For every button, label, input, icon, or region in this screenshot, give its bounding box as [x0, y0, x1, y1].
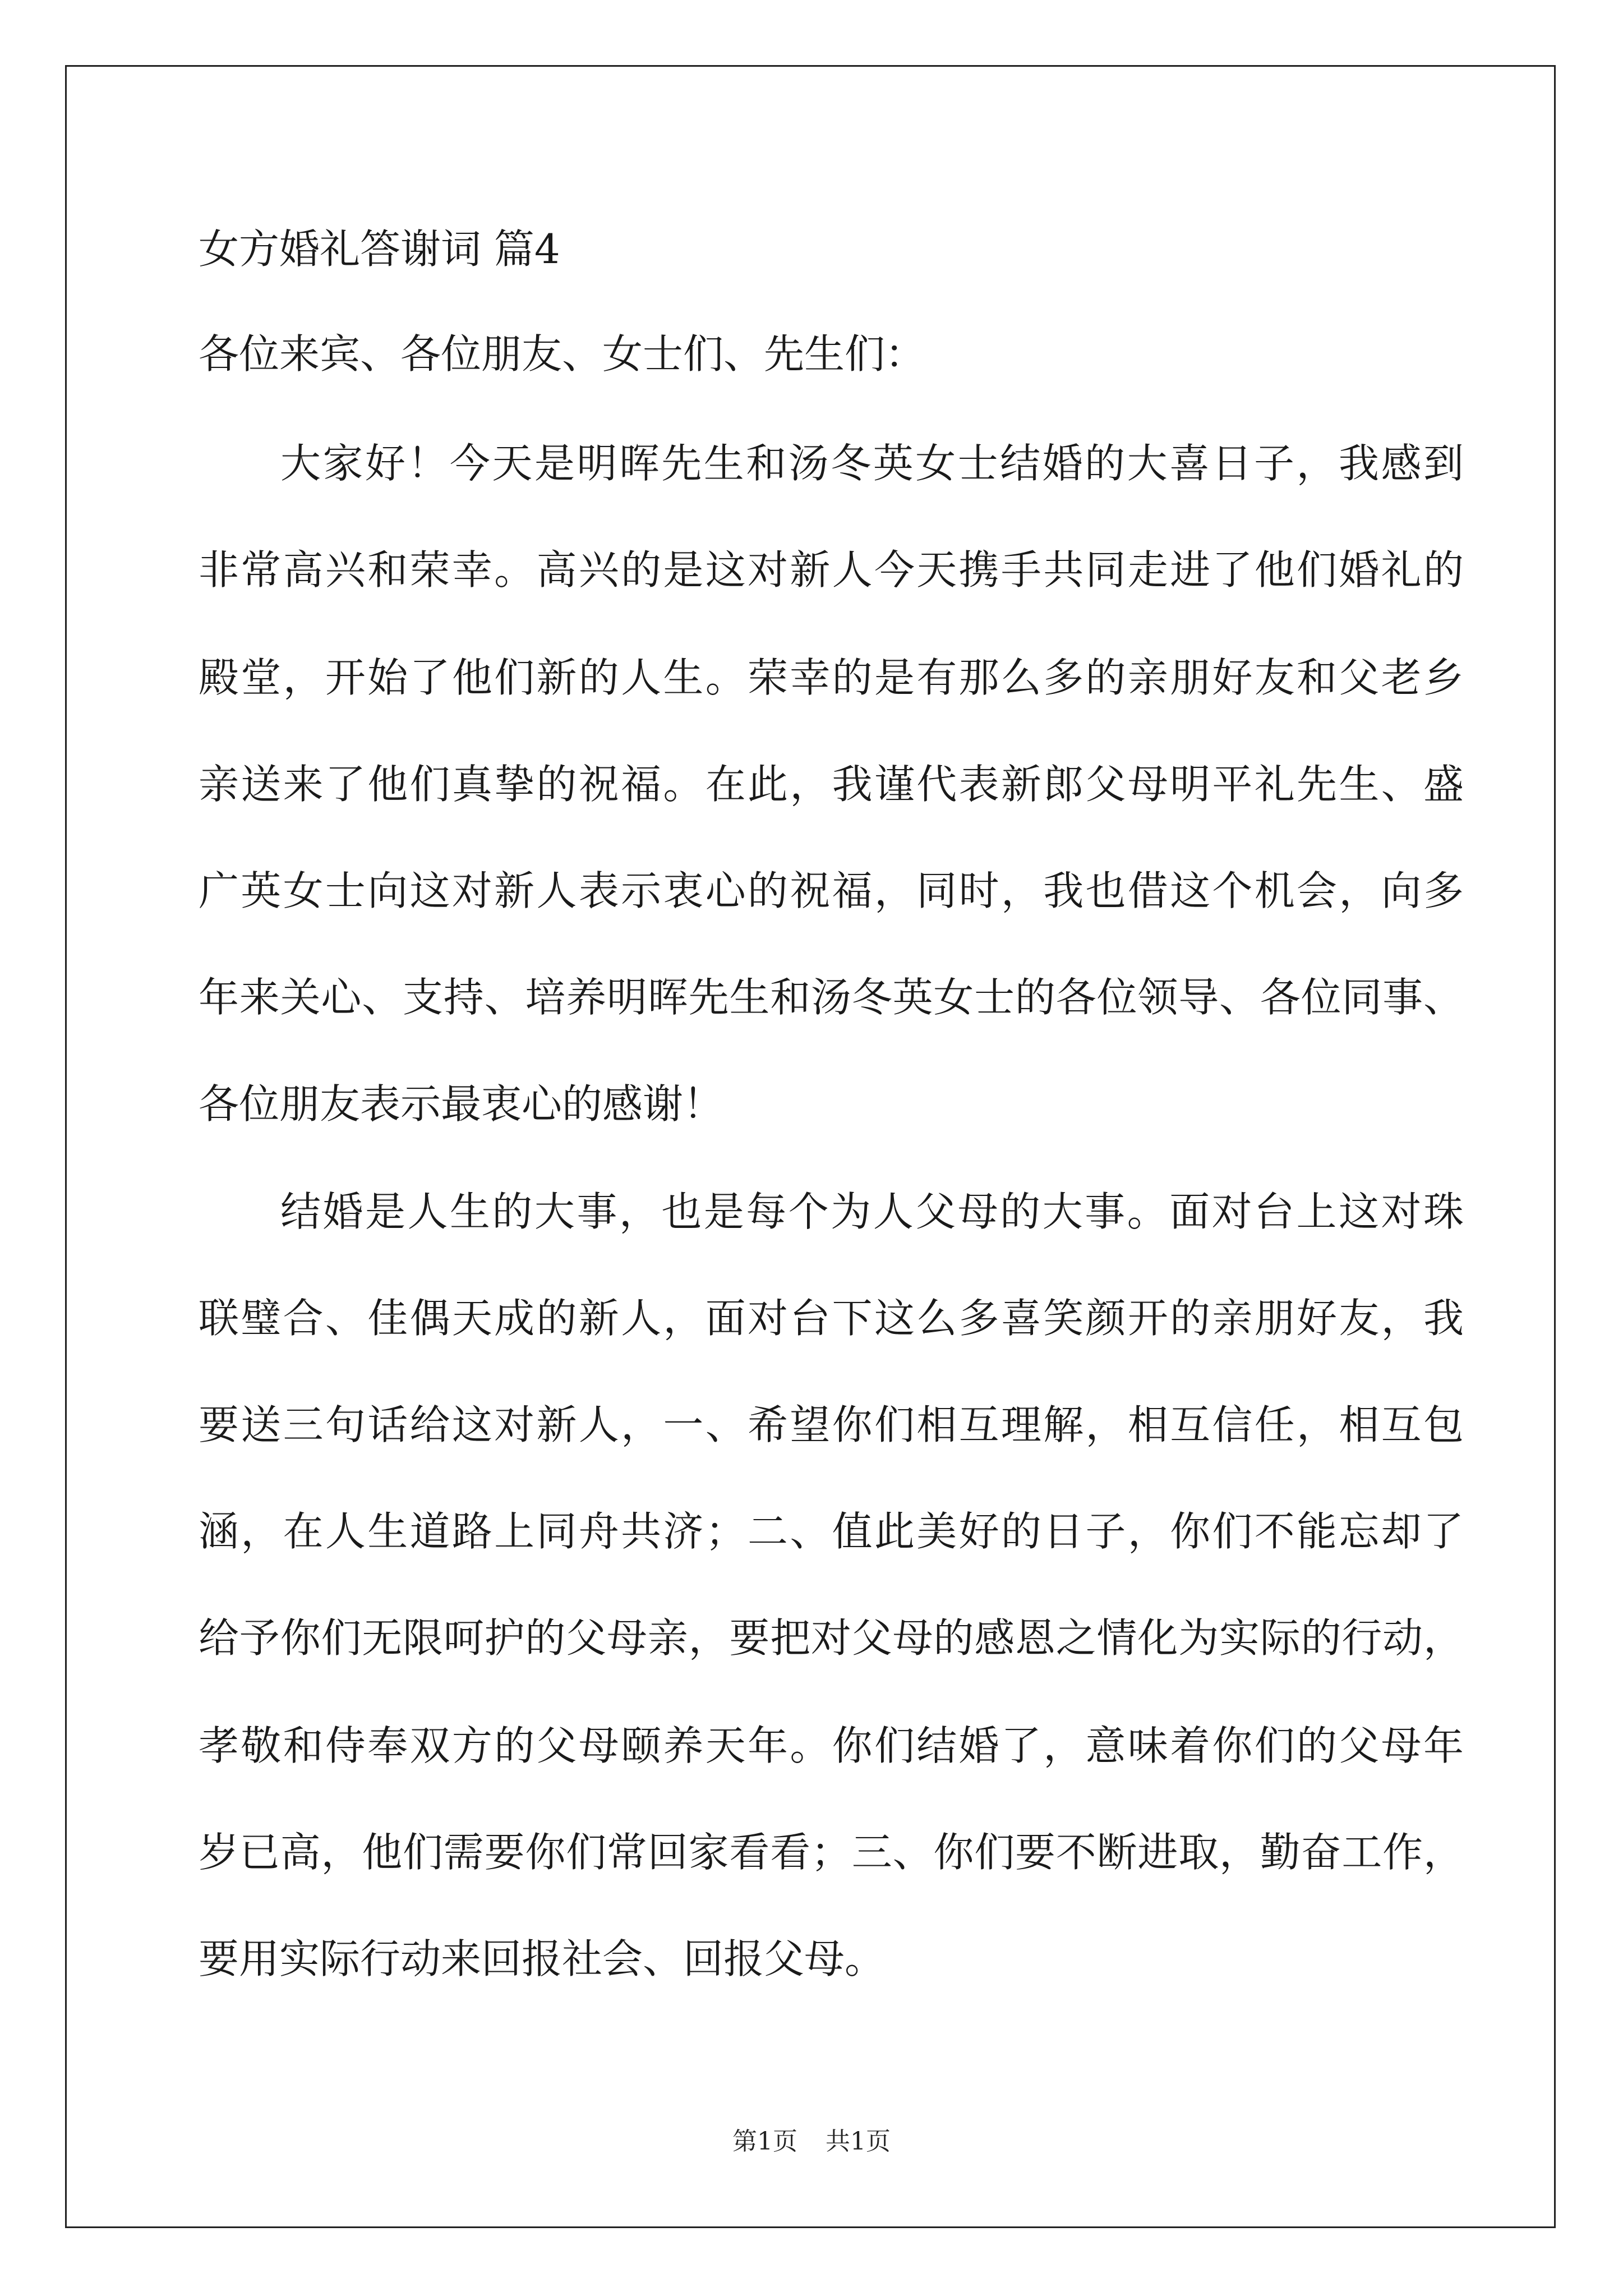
paragraph-1-line: 殿堂，开始了他们新的人生。荣幸的是有那么多的亲朋好友和父老乡 — [199, 654, 1464, 701]
page-footer — [0, 2129, 1623, 2154]
paragraph-1-line: 广英女士向这对新人表示衷心的祝福，同时，我也借这个机会，向多 — [199, 867, 1464, 914]
page-number-current: 第1页 — [732, 2127, 797, 2156]
paragraph-2-line: 结婚是人生的大事，也是每个为人父母的大事。面对台上这对珠 — [280, 1188, 1464, 1235]
paragraph-2-line: 联璧合、佳偶天成的新人，面对台下这么多喜笑颜开的亲朋好友，我 — [199, 1295, 1464, 1342]
paragraph-1-line: 非常高兴和荣幸。高兴的是这对新人今天携手共同走进了他们婚礼的 — [199, 546, 1464, 593]
salutation: 各位来宾、各位朋友、女士们、先生们： — [199, 330, 926, 378]
paragraph-2-line: 孝敬和侍奉双方的父母颐养天年。你们结婚了，意味着你们的父母年 — [199, 1722, 1464, 1769]
page-number-total: 共1页 — [826, 2127, 891, 2156]
document-title: 女方婚礼答谢词 篇4 — [199, 226, 560, 273]
page-border — [65, 65, 1556, 2228]
paragraph-2-line: 要用实际行动来回报社会、回报父母。 — [199, 1935, 886, 1982]
paragraph-1-line: 大家好！今天是明晖先生和汤冬英女士结婚的大喜日子，我感到 — [280, 440, 1464, 487]
paragraph-1-line: 年来关心、支持、培养明晖先生和汤冬英女士的各位领导、各位同事、 — [199, 974, 1464, 1021]
paragraph-2-line: 岁已高，他们需要你们常回家看看；三、你们要不断进取，勤奋工作， — [199, 1829, 1464, 1876]
paragraph-1-line: 亲送来了他们真挚的祝福。在此，我谨代表新郎父母明平礼先生、盛 — [199, 761, 1464, 808]
paragraph-1-line: 各位朋友表示最衷心的感谢！ — [199, 1080, 724, 1128]
paragraph-2-line: 给予你们无限呵护的父母亲，要把对父母的感恩之情化为实际的行动， — [199, 1614, 1464, 1662]
paragraph-2-line: 要送三句话给这对新人，一、希望你们相互理解，相互信任，相互包 — [199, 1401, 1464, 1448]
paragraph-2-line: 涵，在人生道路上同舟共济；二、值此美好的日子，你们不能忘却了 — [199, 1508, 1464, 1555]
